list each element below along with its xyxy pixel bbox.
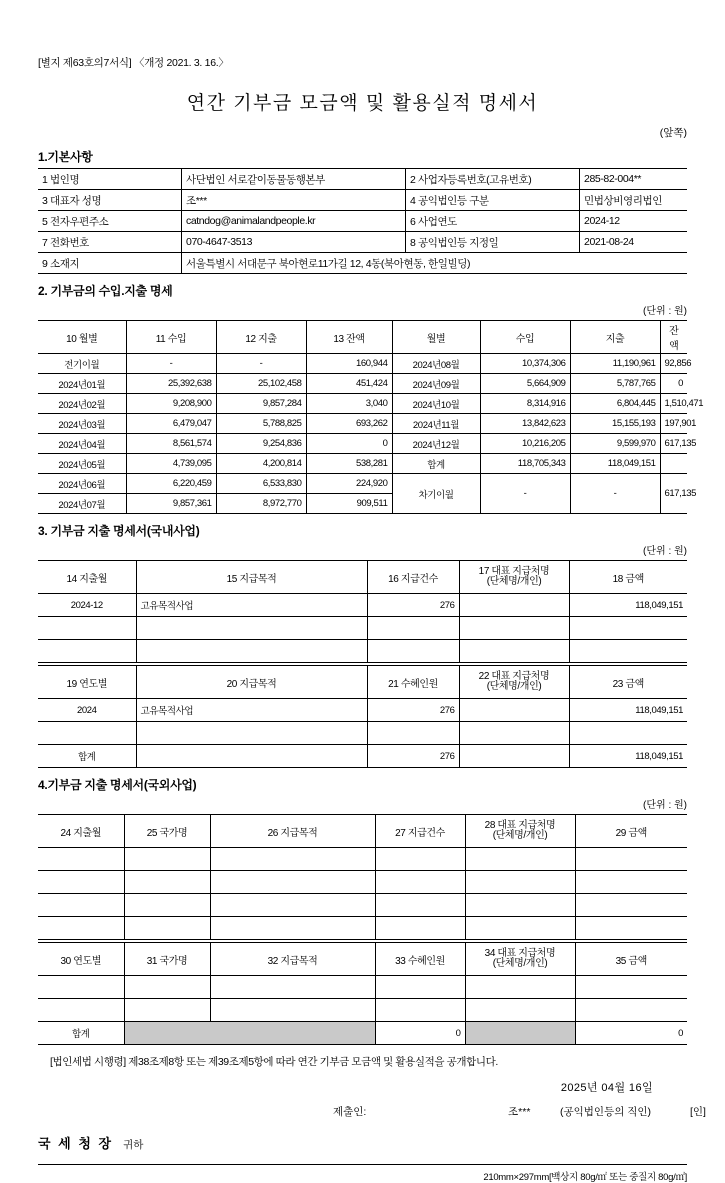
page-side-note: (앞쪽) [659,127,687,139]
expense-cell: 8,972,770 [216,494,306,514]
balance-cell: 160,944 [306,354,392,374]
col-payee-name [465,943,575,976]
carryover-label-cell: 차기이월 [392,474,480,514]
submitter-label: 제출인: [333,1106,367,1118]
income-expense-table [38,320,704,514]
total-income-cell: 118,705,343 [480,454,570,474]
value-representative: 조*** [182,190,406,211]
domestic-monthly-table [38,560,687,663]
col-payment-month: 24 지출월 [38,815,124,848]
total-balance-cell [660,454,687,474]
col-balance-left: 13 잔액 [306,321,392,354]
col-payee-name-line1: 34 대표 지급처명 [484,947,556,959]
table-row [38,976,687,999]
col-payee-name-line1: 28 대표 지급처명 [484,819,556,831]
table-row [38,374,687,394]
income-cell: 4,739,095 [126,454,216,474]
payment-count-cell [375,917,465,940]
income-cell: 5,664,909 [480,374,570,394]
label-address: 9 소재지 [38,253,182,274]
col-payee-name [459,666,569,699]
table-row [38,474,687,494]
col-amount: 23 금액 [569,666,687,699]
label-representative: 3 대표자 성명 [38,190,182,211]
expense-cell: 25,102,458 [216,374,306,394]
col-expense-left: 12 지출 [216,321,306,354]
table-row [38,232,687,253]
payment-purpose-cell [136,640,367,663]
payee-name-cell [459,640,569,663]
addressee-suffix: 귀하 [123,1139,144,1151]
basic-info-table [38,168,687,274]
payment-purpose-cell [210,871,375,894]
carryover-expense-cell: - [570,474,660,514]
total-amount-cell: 0 [575,1022,687,1045]
beneficiary-count-cell: 276 [367,699,459,722]
country-cell [124,917,210,940]
payment-purpose-cell: 고유목적사업 [136,594,367,617]
section4-unit-note: (단위 : 원) [643,800,687,811]
col-payment-count: 27 지급건수 [375,815,465,848]
balance-cell: 909,511 [306,494,392,514]
col-balance-right: 잔액 [660,321,687,354]
income-cell: 8,561,574 [126,434,216,454]
col-beneficiary-count: 33 수혜인원 [375,943,465,976]
total-shaded-cell [124,1022,375,1045]
col-payee-name [465,815,575,848]
payment-month-cell [38,848,124,871]
total-label-cell: 합계 [38,1022,124,1045]
payment-month-cell [38,871,124,894]
col-payment-purpose: 15 지급목적 [136,561,367,594]
amount-cell [575,848,687,871]
table-header-row [38,666,687,699]
income-cell: 8,314,916 [480,394,570,414]
month-cell: 전기이월 [38,354,126,374]
col-amount: 18 금액 [569,561,687,594]
month-cell: 2024년09월 [392,374,480,394]
total-count-cell: 276 [367,745,459,768]
label-email: 5 전자우편주소 [38,211,182,232]
table-row [38,722,687,745]
paper-spec: 210mm×297mm[백상지 80g/㎡ 또는 중질지 80g/㎡] [38,1164,687,1183]
value-email: catndog@animalandpeople.kr [182,211,406,232]
payee-name-cell [465,999,575,1022]
balance-cell: 617,135 [660,434,687,454]
table-row [38,699,687,722]
section3-unit-note: (단위 : 원) [643,546,687,557]
year-cell [38,976,124,999]
table-row [38,190,687,211]
income-cell: - [126,354,216,374]
value-corp-type: 민법상비영리법인 [580,190,688,211]
form-code: [별지 제63호의7서식] 〈개정 2021. 3. 16.〉 [38,57,229,69]
table-row [38,253,687,274]
col-year: 19 연도별 [38,666,136,699]
col-amount: 35 금액 [575,943,687,976]
payment-count-cell [375,871,465,894]
amount-cell [575,871,687,894]
label-fiscal-year: 6 사업연도 [406,211,580,232]
col-payment-purpose: 26 지급목적 [210,815,375,848]
table-row [38,454,687,474]
amount-cell [569,722,687,745]
overseas-monthly-table [38,814,687,940]
balance-cell: 0 [306,434,392,454]
legal-notice: [법인세법 시행령] 제38조제8항 또는 제39조제5항에 따라 연간 기부금 모금액 및 활용실적을 공개합니다. [50,1056,498,1068]
overseas-yearly-table [38,942,687,1045]
col-payee-name-line1: 17 대표 지급처명 [478,565,550,577]
year-cell [38,722,136,745]
table-header-row [38,561,687,594]
value-phone: 070-4647-3513 [182,232,406,253]
value-address: 서울특별시 서대문구 북아현로11가길 12, 4동(북아현동, 한일빌딩) [182,253,688,274]
table-row [38,169,687,190]
col-expense-right: 지출 [570,321,660,354]
country-cell [124,871,210,894]
country-cell [124,999,210,1022]
table-row [38,414,687,434]
col-year: 30 연도별 [38,943,124,976]
section2-unit-note: (단위 : 원) [643,306,687,317]
col-country: 31 국가명 [124,943,210,976]
table-header-row [38,815,687,848]
payment-month-cell [38,894,124,917]
month-cell: 2024년10월 [392,394,480,414]
table-total-row [38,1022,687,1045]
payee-name-cell [459,699,569,722]
payment-count-cell [375,894,465,917]
payment-purpose-cell [210,848,375,871]
seal-label: (공익법인등의 직인) [560,1106,652,1118]
payment-purpose-cell [210,976,375,999]
table-row [38,640,687,663]
total-expense-cell: 118,049,151 [570,454,660,474]
payee-name-cell [465,871,575,894]
carryover-income-cell: - [480,474,570,514]
table-header-row [38,943,687,976]
amount-cell [575,894,687,917]
payee-name-cell [465,848,575,871]
value-designation-date: 2021-08-24 [580,232,688,253]
balance-cell: 224,920 [306,474,392,494]
payee-name-cell [465,976,575,999]
amount-cell [575,917,687,940]
payment-month-cell [38,617,136,640]
expense-cell: - [216,354,306,374]
amount-cell: 118,049,151 [569,594,687,617]
amount-cell: 118,049,151 [569,699,687,722]
payment-count-cell [367,617,459,640]
month-cell: 2024년01월 [38,374,126,394]
payee-name-cell [459,594,569,617]
country-cell [124,976,210,999]
col-payee-name [459,561,569,594]
table-row [38,354,687,374]
income-cell: 13,842,623 [480,414,570,434]
col-payee-name-line2: (단체명/개인) [492,830,548,841]
balance-cell: 693,262 [306,414,392,434]
col-amount: 29 금액 [575,815,687,848]
addressee-name: 국 세 청 장 [38,1136,114,1151]
income-cell: 10,216,205 [480,434,570,454]
col-payee-name-line2: (단체명/개인) [486,576,542,587]
payment-purpose-cell [136,722,367,745]
domestic-yearly-table [38,665,687,768]
col-beneficiary-count: 21 수혜인원 [367,666,459,699]
col-payment-purpose: 20 지급목적 [136,666,367,699]
month-cell: 2024년11월 [392,414,480,434]
value-corp-name: 사단법인 서로같이동물동행본부 [182,169,406,190]
table-row [38,848,687,871]
label-corp-name: 1 법인명 [38,169,182,190]
col-payment-purpose: 32 지급목적 [210,943,375,976]
amount-cell [569,640,687,663]
label-corp-type: 4 공익법인등 구분 [406,190,580,211]
payment-purpose-cell [210,999,375,1022]
payee-name-cell [459,617,569,640]
total-purpose-cell [136,745,367,768]
table-total-row [38,745,687,768]
value-fiscal-year: 2024-12 [580,211,688,232]
amount-cell [575,976,687,999]
country-cell [124,848,210,871]
income-cell: 6,479,047 [126,414,216,434]
payment-purpose-cell [210,894,375,917]
table-row [38,434,687,454]
expense-cell: 9,599,970 [570,434,660,454]
payment-count-cell: 276 [367,594,459,617]
payment-purpose-cell [210,917,375,940]
signature-row [38,1104,706,1120]
col-payee-name-line1: 22 대표 지급처명 [478,670,550,682]
table-row [38,871,687,894]
beneficiary-count-cell [375,999,465,1022]
payment-month-cell [38,917,124,940]
submission-date: 2025년 04월 16일 [560,1082,653,1094]
table-row [38,394,687,414]
signer-name: 조*** [508,1106,531,1118]
income-cell: 9,857,361 [126,494,216,514]
expense-cell: 15,155,193 [570,414,660,434]
section2-title: 2. 기부금의 수입.지출 명세 [38,284,173,298]
col-payment-count: 16 지급건수 [367,561,459,594]
payment-month-cell [38,640,136,663]
col-payee-name-line2: (단체명/개인) [492,958,548,969]
col-payment-month: 14 지출월 [38,561,136,594]
amount-cell [575,999,687,1022]
payment-month-cell: 2024-12 [38,594,136,617]
balance-cell: 3,040 [306,394,392,414]
seal-box: [인] [690,1106,706,1118]
section1-title: 1.기본사항 [38,150,93,164]
col-country: 25 국가명 [124,815,210,848]
table-row [38,917,687,940]
month-cell: 2024년03월 [38,414,126,434]
table-row [38,594,687,617]
col-payee-name-line2: (단체명/개인) [486,681,542,692]
col-income-left: 11 수입 [126,321,216,354]
balance-cell: 1,510,471 [660,394,687,414]
expense-cell: 5,788,825 [216,414,306,434]
page-title: 연간 기부금 모금액 및 활용실적 명세서 [186,93,539,114]
month-cell: 2024년02월 [38,394,126,414]
payee-name-cell [465,894,575,917]
label-biz-number: 2 사업자등록번호(고유번호) [406,169,580,190]
total-shaded-payee-cell [465,1022,575,1045]
col-income-right: 수입 [480,321,570,354]
expense-cell: 11,190,961 [570,354,660,374]
income-cell: 10,374,306 [480,354,570,374]
label-designation-date: 8 공익법인등 지정일 [406,232,580,253]
expense-cell: 4,200,814 [216,454,306,474]
table-row [38,999,687,1022]
expense-cell: 9,857,284 [216,394,306,414]
income-cell: 6,220,459 [126,474,216,494]
section3-title: 3. 기부금 지출 명세서(국내사업) [38,524,200,538]
balance-cell: 197,901 [660,414,687,434]
payee-name-cell [465,917,575,940]
expense-cell: 6,533,830 [216,474,306,494]
beneficiary-count-cell [375,976,465,999]
addressee [38,1133,687,1152]
total-label-cell: 합계 [392,454,480,474]
expense-cell: 5,787,765 [570,374,660,394]
month-cell: 2024년05월 [38,454,126,474]
income-cell: 9,208,900 [126,394,216,414]
year-cell: 2024 [38,699,136,722]
payee-name-cell [459,722,569,745]
total-label-cell: 합계 [38,745,136,768]
carryover-balance-cell: 617,135 [660,474,687,514]
table-row [38,211,687,232]
month-cell: 2024년12월 [392,434,480,454]
table-row [38,617,687,640]
country-cell [124,894,210,917]
month-cell: 2024년04월 [38,434,126,454]
month-cell: 2024년07월 [38,494,126,514]
section4-title: 4.기부금 지출 명세서(국외사업) [38,778,197,792]
total-payee-cell [459,745,569,768]
income-cell: 25,392,638 [126,374,216,394]
table-row [38,894,687,917]
expense-cell: 9,254,836 [216,434,306,454]
month-cell: 2024년06월 [38,474,126,494]
beneficiary-count-cell [367,722,459,745]
value-biz-number: 285-82-004** [580,169,688,190]
balance-cell: 92,856 [660,354,687,374]
amount-cell [569,617,687,640]
balance-cell: 0 [660,374,687,394]
expense-cell: 6,804,445 [570,394,660,414]
total-amount-cell: 118,049,151 [569,745,687,768]
total-count-cell: 0 [375,1022,465,1045]
payment-purpose-cell [136,617,367,640]
payment-count-cell [367,640,459,663]
balance-cell: 451,424 [306,374,392,394]
year-cell [38,999,124,1022]
col-month-right: 월별 [392,321,480,354]
col-month-left: 10 월별 [38,321,126,354]
label-phone: 7 전화번호 [38,232,182,253]
table-header-row [38,321,687,354]
payment-count-cell [375,848,465,871]
month-cell: 2024년08월 [392,354,480,374]
payment-purpose-cell: 고유목적사업 [136,699,367,722]
balance-cell: 538,281 [306,454,392,474]
